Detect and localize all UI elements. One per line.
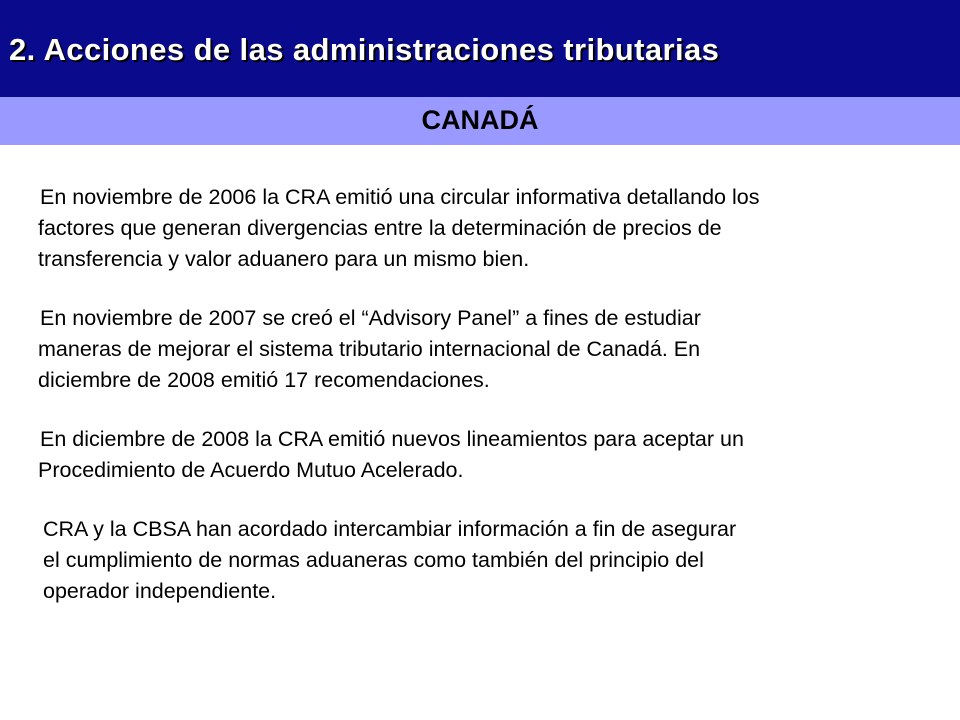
paragraph-line: En noviembre de 2006 la CRA emitió una circular informativa detallando los [40,185,760,209]
paragraph-line: maneras de mejorar el sistema tributario internacional de Canadá. En [38,337,701,361]
section-heading: CANADÁ [421,105,539,135]
paragraph-1 [38,182,933,275]
paragraph-line: operador independiente. [43,579,277,603]
paragraph-line: el cumplimiento de normas aduaneras como también del principio del [43,548,704,572]
paragraph-line: transferencia y valor aduanero para un mismo bien. [38,247,530,271]
paragraph-4 [43,514,938,607]
paragraph-line: diciembre de 2008 emitió 17 recomendaciones. [38,368,490,392]
paragraph-line: Procedimiento de Acuerdo Mutuo Acelerado. [38,458,464,482]
paragraph-line: CRA y la CBSA han acordado intercambiar información a fin de asegurar [43,517,737,541]
paragraph-2 [38,303,933,396]
paragraph-3 [38,424,933,486]
slide-title: 2. Acciones de las administraciones tributarias [9,32,720,67]
paragraph-line: En diciembre de 2008 la CRA emitió nuevos lineamientos para aceptar un [40,427,744,451]
paragraph-line: En noviembre de 2007 se creó el “Advisory Panel” a fines de estudiar [40,306,701,330]
paragraph-line: factores que generan divergencias entre la determinación de precios de [38,216,722,240]
